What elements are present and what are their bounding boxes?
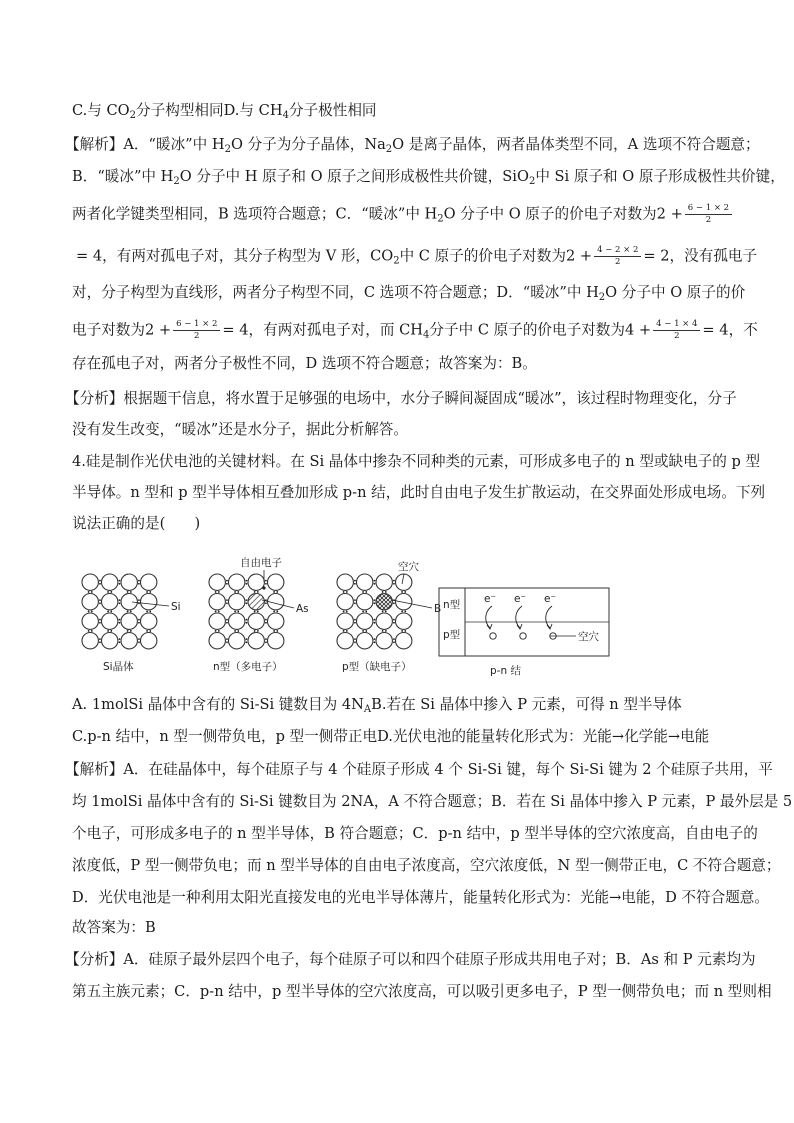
bond-electron bbox=[254, 630, 256, 632]
bond-electron bbox=[99, 602, 101, 604]
bond-electron bbox=[343, 630, 345, 632]
q4-analysis-line: 均 1molSi 晶体中含有的 Si-Si 键数目为 2NA，A 不符合题意；B．若在 Si 晶体中掺入 P 元素，P 最外层是 5 bbox=[72, 793, 793, 810]
bond-electron bbox=[130, 611, 132, 613]
bond-electron bbox=[226, 602, 228, 604]
bond-electron bbox=[149, 630, 151, 632]
bond-electron bbox=[99, 638, 101, 640]
atom-circle bbox=[396, 594, 412, 610]
hole-circle bbox=[490, 633, 496, 639]
bond-electron bbox=[88, 591, 90, 593]
bond-electron bbox=[385, 611, 387, 613]
bond-electron bbox=[246, 583, 248, 585]
subscript: A bbox=[363, 704, 372, 715]
bond-electron bbox=[374, 599, 376, 601]
bond-electron bbox=[149, 611, 151, 613]
bond-electron bbox=[246, 580, 248, 582]
bond-electron bbox=[91, 630, 93, 632]
bond-electron bbox=[88, 611, 90, 613]
q4-review-line: 第五主族元素；C．p-n 结中，p 型半导体的空穴浓度高，可以吸引更多电子，P 型一侧带负电；而 n 型则相 bbox=[72, 983, 772, 1000]
bond-electron bbox=[257, 591, 259, 593]
bond-electron bbox=[226, 641, 228, 643]
bond-electron bbox=[119, 583, 121, 585]
bond-electron bbox=[265, 583, 267, 585]
atom-circle bbox=[229, 613, 245, 629]
bond-electron bbox=[119, 622, 121, 624]
bond-electron bbox=[234, 591, 236, 593]
bond-electron bbox=[265, 619, 267, 621]
electron-symbol: e⁻ bbox=[484, 593, 497, 605]
bond-electron bbox=[257, 630, 259, 632]
bond-electron bbox=[246, 641, 248, 643]
bond-electron bbox=[226, 599, 228, 601]
atom-circle bbox=[141, 574, 157, 590]
bond-electron bbox=[226, 580, 228, 582]
bond-electron bbox=[138, 580, 140, 582]
options-a-b bbox=[72, 695, 682, 720]
q4-analysis-line: 【解析】A．在硅晶体中，每个硅原子与 4 个硅原子形成 4 个 Si-Si 键，每个 Si-Si 键为 2 个硅原子共用，平 bbox=[65, 761, 773, 778]
bond-electron bbox=[246, 599, 248, 601]
atom-circle bbox=[248, 633, 264, 649]
bond-electron bbox=[365, 630, 367, 632]
electron-symbol: e⁻ bbox=[544, 593, 557, 605]
bond-electron bbox=[110, 591, 112, 593]
electron-symbol: e⁻ bbox=[514, 593, 527, 605]
bond-electron bbox=[401, 611, 403, 613]
bond-electron bbox=[91, 611, 93, 613]
atom-circle bbox=[102, 613, 118, 629]
bond-electron bbox=[265, 602, 267, 604]
bond-electron bbox=[346, 630, 348, 632]
q4-analysis-line: 故答案为：B bbox=[72, 919, 156, 936]
bond-electron bbox=[91, 591, 93, 593]
bond-electron bbox=[276, 591, 278, 593]
review-tag: 【分析】 bbox=[65, 951, 124, 968]
bond-electron bbox=[254, 591, 256, 593]
bond-electron bbox=[99, 622, 101, 624]
bond-electron bbox=[365, 591, 367, 593]
bond-electron bbox=[138, 619, 140, 621]
q4-analysis-line: D．光伏电池是一种利用太阳光直接发电的光电半导体薄片，能量转化形式为：光能→电能，D 不符合题意。 bbox=[72, 889, 769, 906]
bond-electron bbox=[404, 630, 406, 632]
bond-electron bbox=[127, 611, 129, 613]
bond-electron bbox=[273, 591, 275, 593]
subscript: 2 bbox=[129, 110, 137, 121]
bond-electron bbox=[401, 591, 403, 593]
atom-circle bbox=[268, 613, 284, 629]
q3-analysis-line: 存在孤电子对，两者分子极性不同，D 选项不符合题意；故答案为：B。 bbox=[72, 355, 537, 372]
fraction: $\frac{4 - 1 \times 4}{2}$ bbox=[653, 319, 700, 342]
bond-electron bbox=[246, 619, 248, 621]
bond-electron bbox=[119, 602, 121, 604]
bond-electron bbox=[374, 583, 376, 585]
bond-electron bbox=[99, 619, 101, 621]
fraction: $\frac{4 - 2 \times 2}{2}$ bbox=[594, 245, 641, 268]
atom-circle bbox=[121, 574, 137, 590]
bond-electron bbox=[246, 638, 248, 640]
bond-electron bbox=[226, 619, 228, 621]
option-c-text: C.p-n 结中，n 型一侧带负电，p 型一侧带正电 bbox=[72, 728, 378, 745]
atom-circle bbox=[337, 613, 353, 629]
bond-electron bbox=[146, 611, 148, 613]
bond-electron bbox=[88, 630, 90, 632]
bond-electron bbox=[246, 622, 248, 624]
atom-circle bbox=[102, 594, 118, 610]
bond-electron bbox=[343, 591, 345, 593]
bond-electron bbox=[346, 591, 348, 593]
atom-circle bbox=[337, 633, 353, 649]
bond-electron bbox=[393, 619, 395, 621]
bond-electron bbox=[393, 622, 395, 624]
question-4-line: 说法正确的是( ) bbox=[72, 515, 201, 532]
atom-circle bbox=[82, 633, 98, 649]
atom-circle bbox=[121, 633, 137, 649]
atom-circle bbox=[357, 633, 373, 649]
atom-circle bbox=[209, 613, 225, 629]
hole-label-top: 空穴 bbox=[398, 561, 419, 573]
free-electron-label: 自由电子 bbox=[240, 557, 282, 569]
bond-electron bbox=[138, 599, 140, 601]
atom-circle bbox=[248, 613, 264, 629]
analysis-tag: 【解析】 bbox=[65, 761, 124, 778]
bond-electron bbox=[354, 602, 356, 604]
bond-electron bbox=[374, 619, 376, 621]
atom-circle bbox=[102, 574, 118, 590]
bond-electron bbox=[343, 611, 345, 613]
bond-electron bbox=[354, 622, 356, 624]
atom-circle bbox=[268, 633, 284, 649]
option-d-text: D.光伏电池的能量转化形式为：光能→化学能→电能 bbox=[377, 728, 710, 745]
bond-electron bbox=[119, 619, 121, 621]
options-c-d bbox=[72, 101, 377, 126]
analysis-tag: 【解析】 bbox=[65, 136, 124, 153]
bond-electron bbox=[146, 591, 148, 593]
bond-electron bbox=[404, 611, 406, 613]
bond-electron bbox=[127, 591, 129, 593]
atom-circle bbox=[376, 594, 392, 610]
bond-electron bbox=[346, 611, 348, 613]
atom-circle bbox=[209, 574, 225, 590]
bond-electron bbox=[107, 630, 109, 632]
q3-analysis-line: 【解析】A．“暖冰”中 $H_2O$ 分子为分子晶体，$Na_2O$ 是离子晶体，两者晶体类型不同，A 选项不符合题意； bbox=[65, 136, 760, 155]
bond-electron bbox=[393, 638, 395, 640]
bond-electron bbox=[382, 630, 384, 632]
bond-electron bbox=[215, 630, 217, 632]
atom-circle bbox=[229, 594, 245, 610]
bond-electron bbox=[130, 630, 132, 632]
question-4-line: 半导体。n 型和 p 型半导体相互叠加形成 p-n 结，此时自由电子发生扩散运动，在交界面处形成电场。下列 bbox=[72, 484, 766, 501]
atom-circle bbox=[82, 574, 98, 590]
atom-circle bbox=[141, 613, 157, 629]
hole-circle bbox=[520, 633, 526, 639]
crystal-lattices bbox=[82, 574, 412, 649]
atom-circle bbox=[209, 633, 225, 649]
option-d-text: D.与 CH bbox=[223, 102, 283, 119]
atom-circle bbox=[121, 613, 137, 629]
bond-electron bbox=[138, 641, 140, 643]
bond-electron bbox=[382, 611, 384, 613]
bond-electron bbox=[385, 591, 387, 593]
bond-electron bbox=[276, 630, 278, 632]
bond-electron bbox=[276, 611, 278, 613]
p-type-label: p型 bbox=[443, 629, 461, 641]
bond-electron bbox=[138, 638, 140, 640]
bond-electron bbox=[149, 591, 151, 593]
bond-electron bbox=[382, 591, 384, 593]
atom-circle bbox=[209, 594, 225, 610]
bond-electron bbox=[237, 591, 239, 593]
bond-electron bbox=[226, 638, 228, 640]
bond-electron bbox=[257, 611, 259, 613]
bond-electron bbox=[362, 630, 364, 632]
atom-circle bbox=[376, 633, 392, 649]
bond-electron bbox=[374, 622, 376, 624]
option-a-text: A. 1molSi 晶体中含有的 Si-Si 键数目为 4N bbox=[72, 696, 364, 713]
bond-electron bbox=[393, 602, 395, 604]
atom-circle bbox=[121, 594, 137, 610]
bond-electron bbox=[127, 630, 129, 632]
bond-electron bbox=[354, 638, 356, 640]
bond-electron bbox=[401, 630, 403, 632]
bond-electron bbox=[99, 641, 101, 643]
q3-analysis-line: 电子对数为2 + $\frac{6 - 1 \times 2}{2}$ = 4，有两对孤电子对，而 $CH_4$分子中 C 原子的价电子对数为4 + $\frac{4 - 1 \times 4}{2}$ = 4，不 bbox=[72, 319, 758, 341]
atom-circle bbox=[248, 594, 264, 610]
free-electron-dot bbox=[262, 586, 265, 589]
q3-analysis-line: 对，分子构型为直线形，两者分子构型不同，C 选项不符合题意；D．“暖冰”中 $H_2O$ 分子中 O 原子的价 bbox=[72, 284, 746, 303]
q3-analysis-line: 两者化学键类型相同，B 选项符合题意；C．“暖冰”中 $H_2O$ 分子中 O 原子的价电子对数为2 + $\frac{6 - 1 \times 2}{2}$ bbox=[72, 203, 734, 230]
bond-electron bbox=[273, 630, 275, 632]
bond-electron bbox=[119, 641, 121, 643]
diffusion-arrow bbox=[486, 606, 492, 628]
bond-electron bbox=[265, 580, 267, 582]
diffusion-arrow bbox=[546, 606, 552, 628]
review-tag: 【分析】 bbox=[65, 390, 124, 407]
bond-electron bbox=[265, 622, 267, 624]
bond-electron bbox=[107, 611, 109, 613]
si-label: Si bbox=[171, 601, 181, 613]
caption-p-type: p型（缺电子） bbox=[342, 661, 412, 673]
bond-electron bbox=[385, 630, 387, 632]
bond-electron bbox=[354, 599, 356, 601]
option-c-text: 分子构型相同 bbox=[136, 102, 224, 119]
diffusion-arrow bbox=[516, 606, 522, 628]
question-4-line: 4.硅是制作光伏电池的关键材料。在 Si 晶体中掺杂不同种类的元素，可形成多电子的 n 型或缺电子的 p 型 bbox=[72, 453, 761, 470]
bond-electron bbox=[354, 580, 356, 582]
semiconductor-figure bbox=[72, 556, 632, 686]
option-c-text: C.与 CO bbox=[72, 102, 130, 119]
bond-electron bbox=[362, 591, 364, 593]
n-type-label: n型 bbox=[443, 599, 461, 611]
bond-electron bbox=[110, 630, 112, 632]
bond-electron bbox=[110, 611, 112, 613]
q3-analysis-line: = 4，有两对孤电子对，其分子构型为 V 形，$CO_2$中 C 原子的价电子对数为2 + $\frac{4 - 2 \times 2}{2}$ = 2，没有孤电子 bbox=[76, 245, 758, 267]
bond-electron bbox=[138, 583, 140, 585]
bond-electron bbox=[130, 591, 132, 593]
atom-circle bbox=[102, 633, 118, 649]
bond-electron bbox=[365, 611, 367, 613]
bond-electron bbox=[374, 641, 376, 643]
atom-circle bbox=[82, 594, 98, 610]
hole-label-right: 空穴 bbox=[578, 631, 599, 643]
subscript: 4 bbox=[282, 110, 289, 121]
charge-carriers bbox=[484, 593, 556, 639]
bond-electron bbox=[265, 641, 267, 643]
bond-electron bbox=[393, 641, 395, 643]
option-b-text: B.若在 Si 晶体中掺入 P 元素，可得 n 型半导体 bbox=[371, 696, 682, 713]
atom-circle bbox=[396, 613, 412, 629]
bond-electron bbox=[374, 638, 376, 640]
atom-circle bbox=[268, 574, 284, 590]
bond-electron bbox=[119, 599, 121, 601]
atom-circle bbox=[357, 613, 373, 629]
bond-electron bbox=[393, 583, 395, 585]
bond-electron bbox=[393, 580, 395, 582]
bond-electron bbox=[354, 619, 356, 621]
atom-circle bbox=[376, 613, 392, 629]
q4-review-line: 【分析】A．硅原子最外层四个电子，每个硅原子可以和四个硅原子形成共用电子对；B．As 和 P 元素均为 bbox=[65, 951, 756, 968]
option-d-text: 分子极性相同 bbox=[288, 102, 377, 119]
atom-circle bbox=[229, 574, 245, 590]
bond-electron bbox=[404, 591, 406, 593]
bond-electron bbox=[234, 630, 236, 632]
atom-circle bbox=[141, 594, 157, 610]
bond-electron bbox=[119, 638, 121, 640]
bond-electron bbox=[99, 580, 101, 582]
atom-circle bbox=[229, 633, 245, 649]
bond-electron bbox=[226, 583, 228, 585]
bond-electron bbox=[138, 622, 140, 624]
q3-review-line: 没有发生改变，“暖冰”还是水分子，据此分析解答。 bbox=[72, 421, 408, 438]
atom-circle bbox=[396, 633, 412, 649]
bond-electron bbox=[99, 599, 101, 601]
q4-analysis-line: 个电子，可形成多电子的 n 型半导体，B 符合题意；C．p-n 结中，p 型半导体的空穴浓度高，自由电子的 bbox=[72, 825, 758, 842]
bond-electron bbox=[237, 630, 239, 632]
atom-circle bbox=[376, 574, 392, 590]
bond-electron bbox=[218, 591, 220, 593]
b-label: B bbox=[434, 603, 442, 615]
bond-electron bbox=[273, 611, 275, 613]
bond-electron bbox=[354, 641, 356, 643]
bond-electron bbox=[246, 602, 248, 604]
bond-electron bbox=[254, 611, 256, 613]
q3-analysis-line: B．“暖冰”中 $H_2O$ 分子中 H 原子和 O 原子之间形成极性共价键，SiO$_2$中 Si 原子和 O 原子形成极性共价键， bbox=[72, 168, 785, 187]
bond-electron bbox=[265, 638, 267, 640]
bond-electron bbox=[215, 591, 217, 593]
bond-electron bbox=[218, 611, 220, 613]
bond-electron bbox=[374, 602, 376, 604]
bond-electron bbox=[234, 611, 236, 613]
fraction: $\frac{6 - 1 \times 2}{2}$ bbox=[173, 319, 220, 342]
bond-electron bbox=[119, 580, 121, 582]
q3-review-line: 【分析】根据题干信息，将水置于足够强的电场中，水分子瞬间凝固成“暖冰”，该过程时物理变化，分子 bbox=[65, 390, 737, 407]
atom-circle bbox=[337, 574, 353, 590]
options-c-d bbox=[72, 727, 709, 747]
bond-electron bbox=[354, 583, 356, 585]
q4-analysis-line: 浓度低，P 型一侧带负电；而 n 型半导体的自由电子浓度高，空穴浓度低，N 型一侧带正电，C 不符合题意； bbox=[72, 857, 781, 874]
bond-electron bbox=[237, 611, 239, 613]
fraction: $\frac{6 - 1 \times 2}{2}$ bbox=[685, 203, 732, 226]
caption-pn-junction: p-n 结 bbox=[490, 665, 521, 677]
bond-electron bbox=[146, 630, 148, 632]
caption-si-crystal: Si晶体 bbox=[103, 661, 134, 673]
atom-circle bbox=[337, 594, 353, 610]
bond-electron bbox=[362, 611, 364, 613]
atom-circle bbox=[82, 613, 98, 629]
atom-circle bbox=[357, 574, 373, 590]
bond-electron bbox=[215, 611, 217, 613]
atom-circle bbox=[357, 594, 373, 610]
bond-electron bbox=[374, 580, 376, 582]
as-label: As bbox=[296, 603, 309, 615]
atom-circle bbox=[141, 633, 157, 649]
caption-n-type: n型（多电子） bbox=[213, 661, 283, 673]
bond-electron bbox=[218, 630, 220, 632]
atom-circle bbox=[248, 574, 264, 590]
bond-electron bbox=[226, 622, 228, 624]
bond-electron bbox=[99, 583, 101, 585]
bond-electron bbox=[107, 591, 109, 593]
